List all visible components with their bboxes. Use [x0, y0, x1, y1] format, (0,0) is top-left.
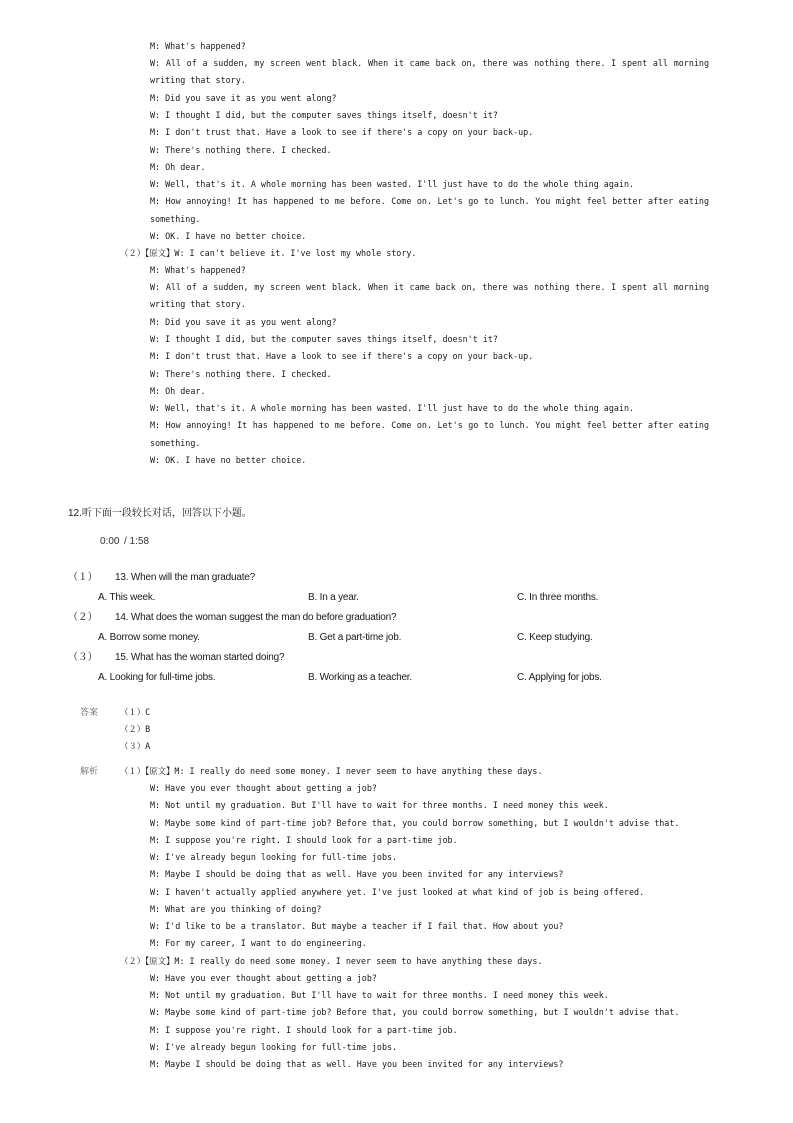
- analysis-part-heading: （１）【原文】M: I really do need some money. I never seem to have anything these days.: [120, 766, 543, 776]
- dialogue-line: W: I thought I did, but the computer saves things itself, doesn't it?: [150, 334, 498, 344]
- sub-question-number: （２）: [68, 612, 98, 623]
- dialogue-line: M: Not until my graduation. But I'll have to wait for three months. I need money this week.: [150, 990, 609, 1000]
- dialogue-line: M: Oh dear.: [150, 386, 206, 396]
- dialogue-line: M: What's happened?: [150, 41, 246, 51]
- dialogue-line: something.: [150, 214, 201, 224]
- analysis-part-heading: （２）【原文】M: I really do need some money. I never seem to have anything these days.: [120, 956, 543, 966]
- option-b: B. Working as a teacher.: [308, 672, 412, 683]
- dialogue-line: M: Did you save it as you went along?: [150, 317, 337, 327]
- dialogue-line: writing that story.: [150, 299, 246, 309]
- dialogue-line: W: OK. I have no better choice.: [150, 455, 307, 465]
- option-c: C. Keep studying.: [517, 632, 593, 643]
- answer-item: （３）A: [120, 741, 151, 751]
- answer-label: 答案: [80, 707, 99, 717]
- dialogue-line: W: Have you ever thought about getting a job?: [150, 973, 377, 983]
- option-a: A. This week.: [98, 592, 156, 603]
- dialogue-line: W: I'd like to be a translator. But maybe a teacher if I fail that. How about you?: [150, 921, 564, 931]
- dialogue-line: M: I suppose you're right. I should look for a part-time job.: [150, 835, 458, 845]
- dialogue-line: M: I suppose you're right. I should look for a part-time job.: [150, 1025, 458, 1035]
- question-title: 12.听下面一段较长对话，回答以下小题。: [68, 508, 252, 519]
- dialogue-line: W: There's nothing there. I checked.: [150, 145, 332, 155]
- dialogue-line: writing that story.: [150, 75, 246, 85]
- dialogue-line: M: Maybe I should be doing that as well. Have you been invited for any interviews?: [150, 1059, 564, 1069]
- dialogue-line: M: For my career, I want to do engineering.: [150, 938, 367, 948]
- dialogue-line: M: What are you thinking of doing?: [150, 904, 322, 914]
- sub-question-number: （１）: [68, 572, 98, 583]
- dialogue-line: W: Have you ever thought about getting a job?: [150, 783, 377, 793]
- audio-player[interactable]: [100, 535, 180, 551]
- dialogue-line: M: What's happened?: [150, 265, 246, 275]
- option-a: A. Borrow some money.: [98, 632, 200, 643]
- dialogue-line: W: All of a sudden, my screen went black. When it came back on, there was nothing there. I spent all morning: [150, 58, 709, 68]
- option-c: C. In three months.: [517, 592, 599, 603]
- dialogue-line: W: I thought I did, but the computer saves things itself, doesn't it?: [150, 110, 498, 120]
- option-b: B. Get a part-time job.: [308, 632, 402, 643]
- dialogue-line: W: Maybe some kind of part-time job? Before that, you could borrow something, but I wouldn't advise that.: [150, 1007, 680, 1017]
- dialogue-line: W: I've already begun looking for full-time jobs.: [150, 852, 398, 862]
- option-c: C. Applying for jobs.: [517, 672, 602, 683]
- dialogue-line: W: There's nothing there. I checked.: [150, 369, 332, 379]
- dialogue-line: W: I haven't actually applied anywhere yet. I've just looked at what kind of job is being offered.: [150, 887, 645, 897]
- dialogue-line: M: Oh dear.: [150, 162, 206, 172]
- dialogue-line: W: Well, that's it. A whole morning has been wasted. I'll just have to do the whole thing again.: [150, 403, 635, 413]
- dialogue-line: W: Maybe some kind of part-time job? Before that, you could borrow something, but I wouldn't advise that.: [150, 818, 680, 828]
- dialogue-line: something.: [150, 438, 201, 448]
- audio-current-time: 0:00: [100, 536, 120, 547]
- dialogue-line: W: Well, that's it. A whole morning has been wasted. I'll just have to do the whole thing again.: [150, 179, 635, 189]
- dialogue-line: W: I've already begun looking for full-time jobs.: [150, 1042, 398, 1052]
- dialogue-line: M: Maybe I should be doing that as well. Have you been invited for any interviews?: [150, 869, 564, 879]
- option-a: A. Looking for full-time jobs.: [98, 672, 216, 683]
- dialogue-line: M: How annoying! It has happened to me before. Come on. Let's go to lunch. You might feel better after eating: [150, 420, 709, 430]
- answer-item: （１）C: [120, 707, 151, 717]
- dialogue-line: M: I don't trust that. Have a look to see if there's a copy on your back-up.: [150, 127, 534, 137]
- dialogue-line: M: Did you save it as you went along?: [150, 93, 337, 103]
- dialogue-line: M: Not until my graduation. But I'll have to wait for three months. I need money this week.: [150, 800, 609, 810]
- analysis-label: 解析: [80, 766, 99, 776]
- audio-duration: / 1:58: [124, 536, 150, 547]
- dialogue-line: W: All of a sudden, my screen went black. When it came back on, there was nothing there. I spent all morning: [150, 282, 709, 292]
- answer-item: （２）B: [120, 724, 151, 734]
- analysis-part-heading: （２）【原文】W: I can't believe it. I've lost my whole story.: [120, 248, 417, 258]
- sub-question-text: 14. What does the woman suggest the man do before graduation?: [115, 612, 397, 623]
- sub-question-text: 13. When will the man graduate?: [115, 572, 255, 583]
- option-b: B. In a year.: [308, 592, 359, 603]
- sub-question-number: （３）: [68, 652, 98, 663]
- dialogue-line: M: How annoying! It has happened to me before. Come on. Let's go to lunch. You might feel better after eating: [150, 196, 709, 206]
- sub-question-text: 15. What has the woman started doing?: [115, 652, 285, 663]
- dialogue-line: W: OK. I have no better choice.: [150, 231, 307, 241]
- dialogue-line: M: I don't trust that. Have a look to see if there's a copy on your back-up.: [150, 351, 534, 361]
